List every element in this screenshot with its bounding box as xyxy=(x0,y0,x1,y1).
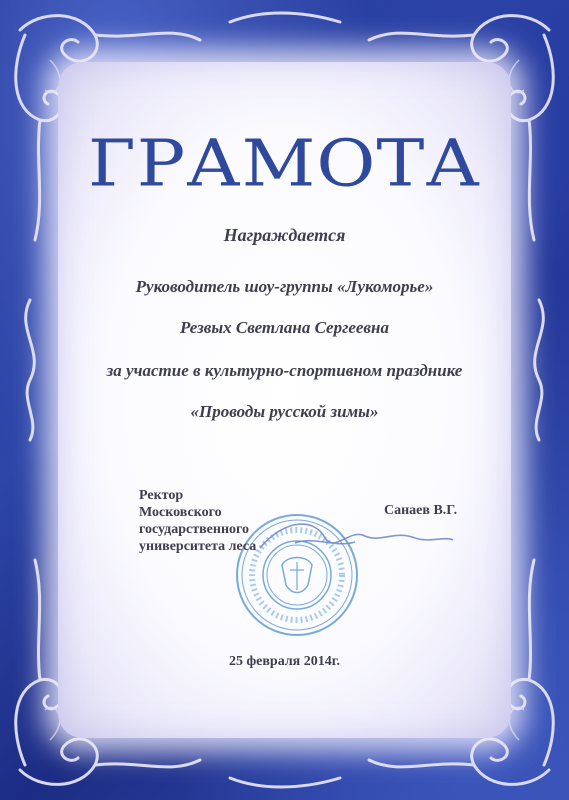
award-reason: за участие в культурно-спортивном празднике xyxy=(106,361,463,380)
signer-title-line: Московского xyxy=(139,505,222,520)
awarded-label: Награждается xyxy=(223,225,346,245)
signer-title-line: Ректор xyxy=(139,488,184,503)
signer-title xyxy=(139,487,256,555)
signer-name: Санаев В.Г. xyxy=(384,503,458,518)
signer-title-line: университета леса xyxy=(139,539,257,554)
certificate-date: 25 февраля 2014г. xyxy=(228,654,341,669)
event-name: «Проводы русской зимы» xyxy=(190,402,379,421)
recipient-role: Руководитель шоу-группы «Лукоморье» xyxy=(135,277,434,296)
signer-title-line: государственного xyxy=(139,522,250,537)
certificate-title: ГРАМОТА xyxy=(88,125,481,201)
recipient-name: Резвых Светлана Сергеевна xyxy=(180,318,389,337)
